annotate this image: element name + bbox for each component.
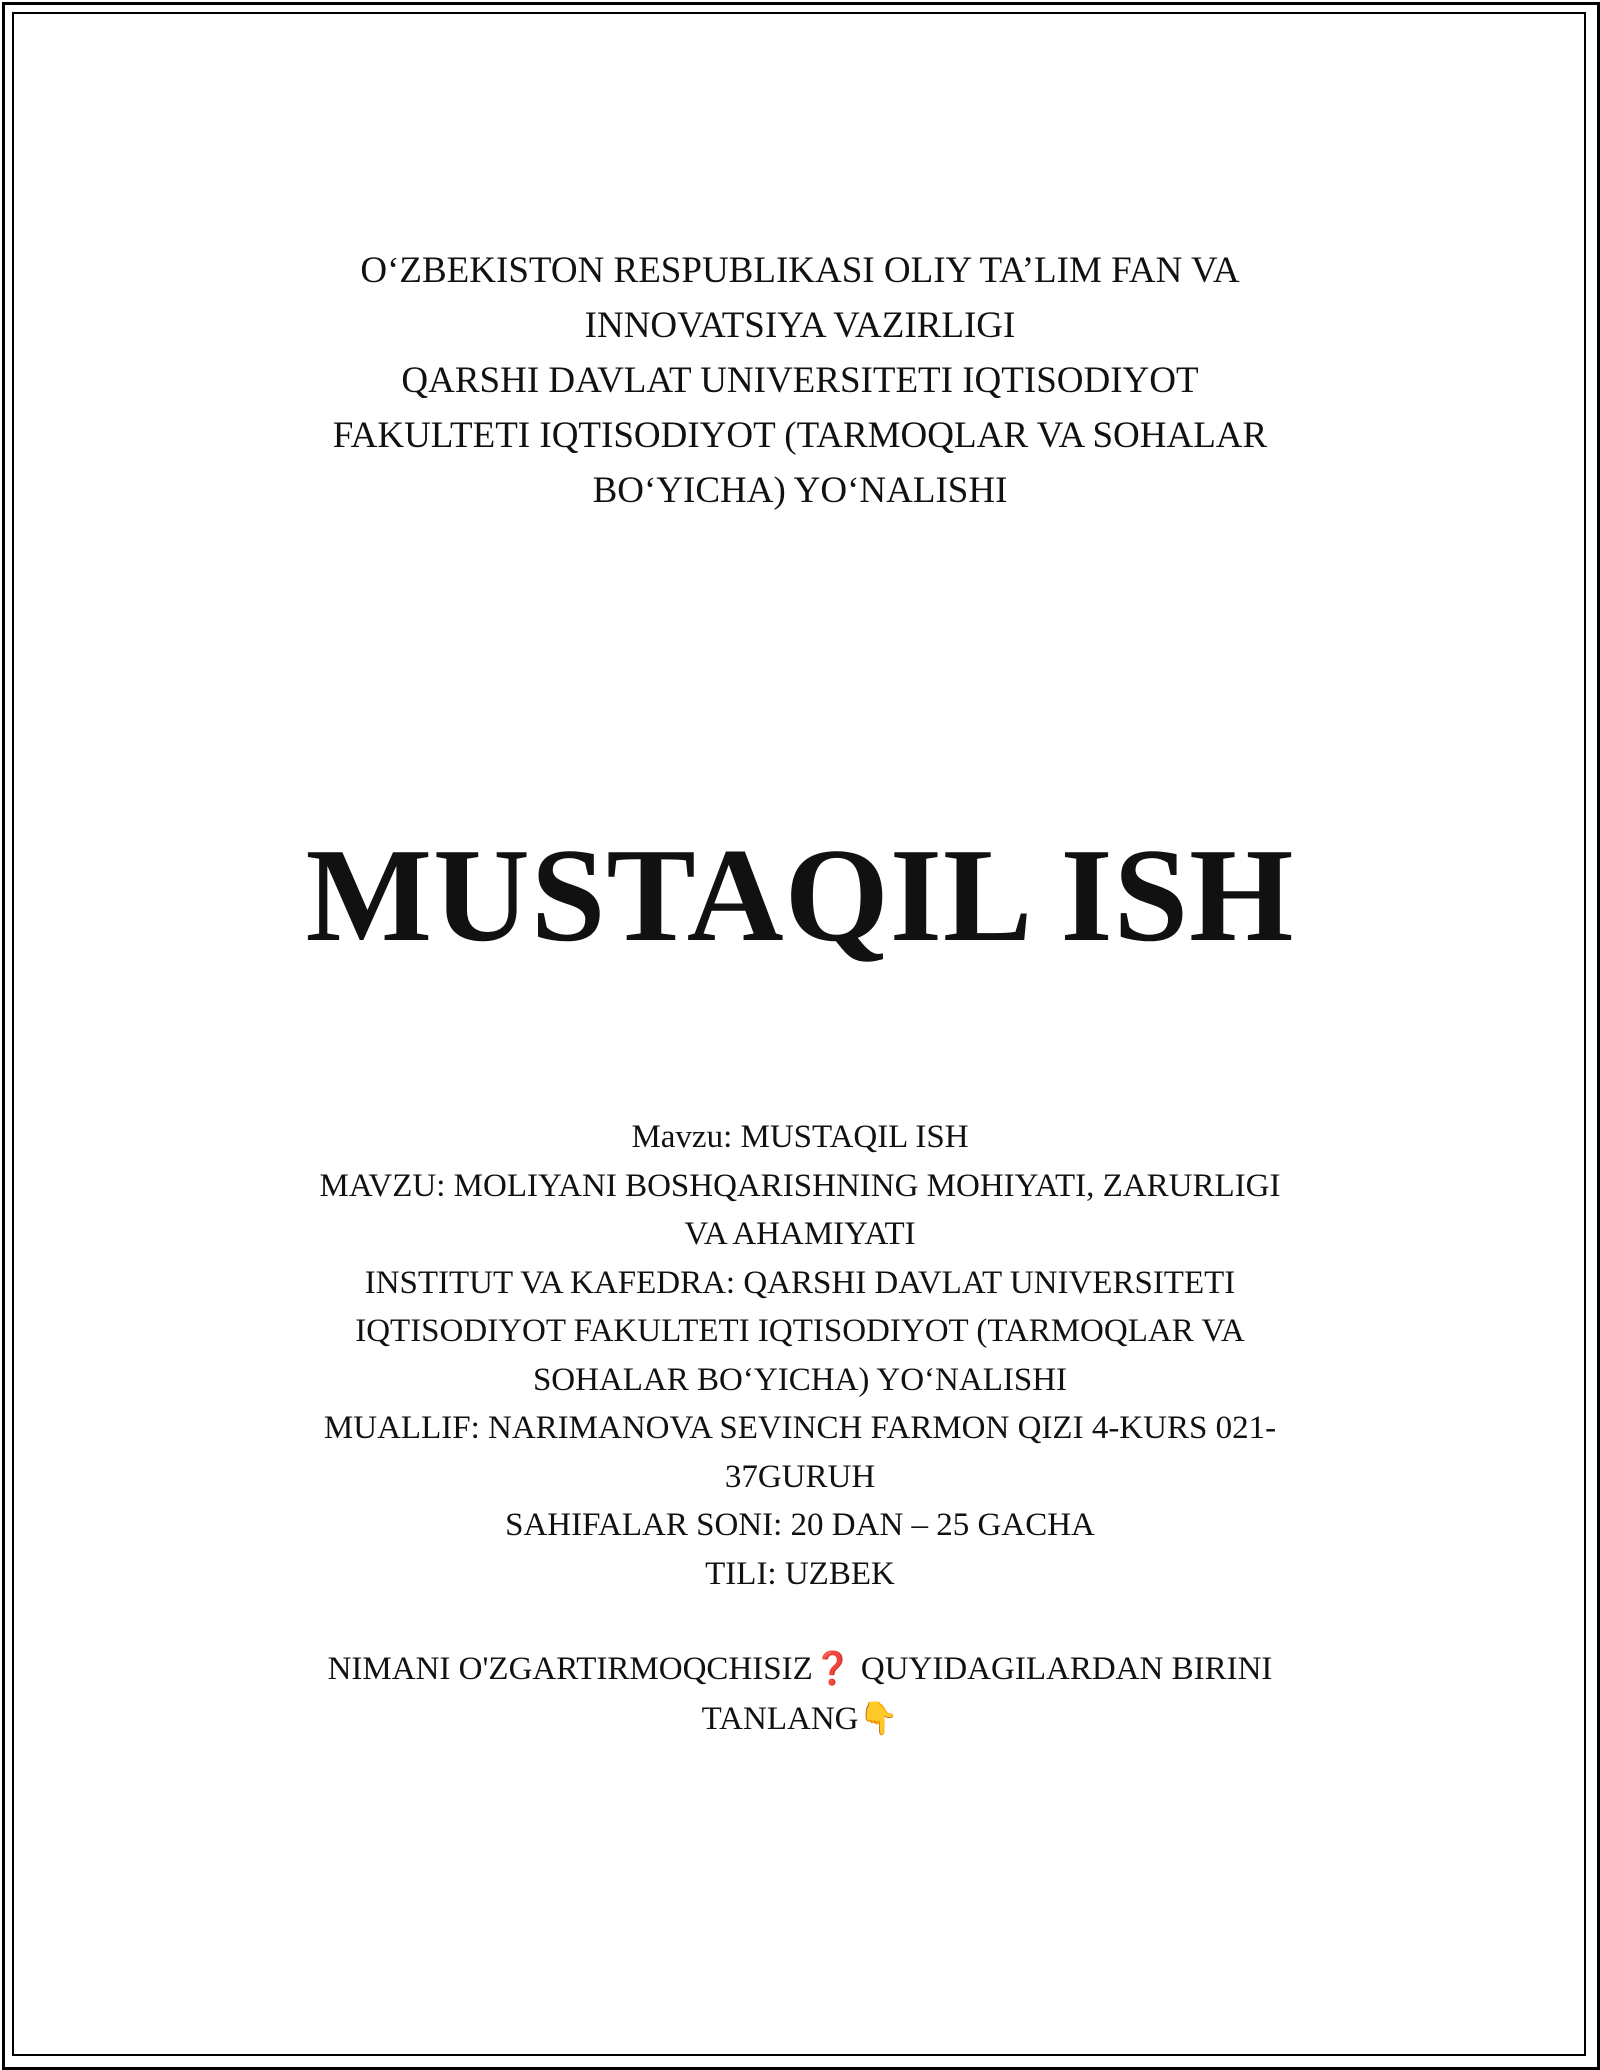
ministry-header: [0, 243, 1600, 518]
header-line: FAKULTETI IQTISODIYOT (TARMOQLAR VA SOHALAR: [332, 415, 1268, 456]
change-prompt: [0, 1644, 1600, 1743]
info-line: MAVZU: MOLIYANI BOSHQARISHNING MOHIYATI, ZARURLIGI: [319, 1167, 1281, 1204]
info-line: INSTITUT VA KAFEDRA: QARSHI DAVLAT UNIVERSITETI: [364, 1264, 1236, 1301]
prompt-question-text: NIMANI O'ZGARTIRMOQCHISIZ: [327, 1651, 813, 1687]
document-info: [0, 1113, 1600, 1598]
pointing-down-icon: 👇: [858, 1698, 899, 1737]
info-line: MUALLIF: NARIMANOVA SEVINCH FARMON QIZI 4-KURS 021-: [323, 1410, 1277, 1446]
prompt-line-2: [0, 1694, 1600, 1744]
info-line: 37GURUH: [724, 1458, 876, 1495]
info-line: TILI: UZBEK: [705, 1555, 895, 1592]
info-line: VA AHAMIYATI: [684, 1216, 916, 1252]
prompt-instruction-text: QUYIDAGILARDAN BIRINI: [852, 1651, 1273, 1687]
info-line: Mavzu: MUSTAQIL ISH: [631, 1119, 969, 1155]
header-line: O‘ZBEKISTON RESPUBLIKASI OLIY TA’LIM FAN VA: [360, 250, 1240, 291]
info-line: SAHIFALAR SONI: 20 DAN – 25 GACHA: [505, 1507, 1095, 1543]
header-line: INNOVATSIYA VAZIRLIGI: [584, 305, 1016, 346]
prompt-choose-text: TANLANG: [701, 1700, 859, 1737]
header-line: BO‘YICHA) YO‘NALISHI: [592, 470, 1008, 511]
document-title: MUSTAQIL ISH: [305, 821, 1295, 969]
header-line: QARSHI DAVLAT UNIVERSITETI IQTISODIYOT: [401, 360, 1199, 401]
info-line: IQTISODIYOT FAKULTETI IQTISODIYOT (TARMOQLAR VA: [355, 1313, 1245, 1349]
info-line: SOHALAR BO‘YICHA) YO‘NALISHI: [532, 1361, 1068, 1398]
question-mark-icon: ❓: [812, 1649, 853, 1687]
prompt-line-1: [0, 1644, 1600, 1694]
